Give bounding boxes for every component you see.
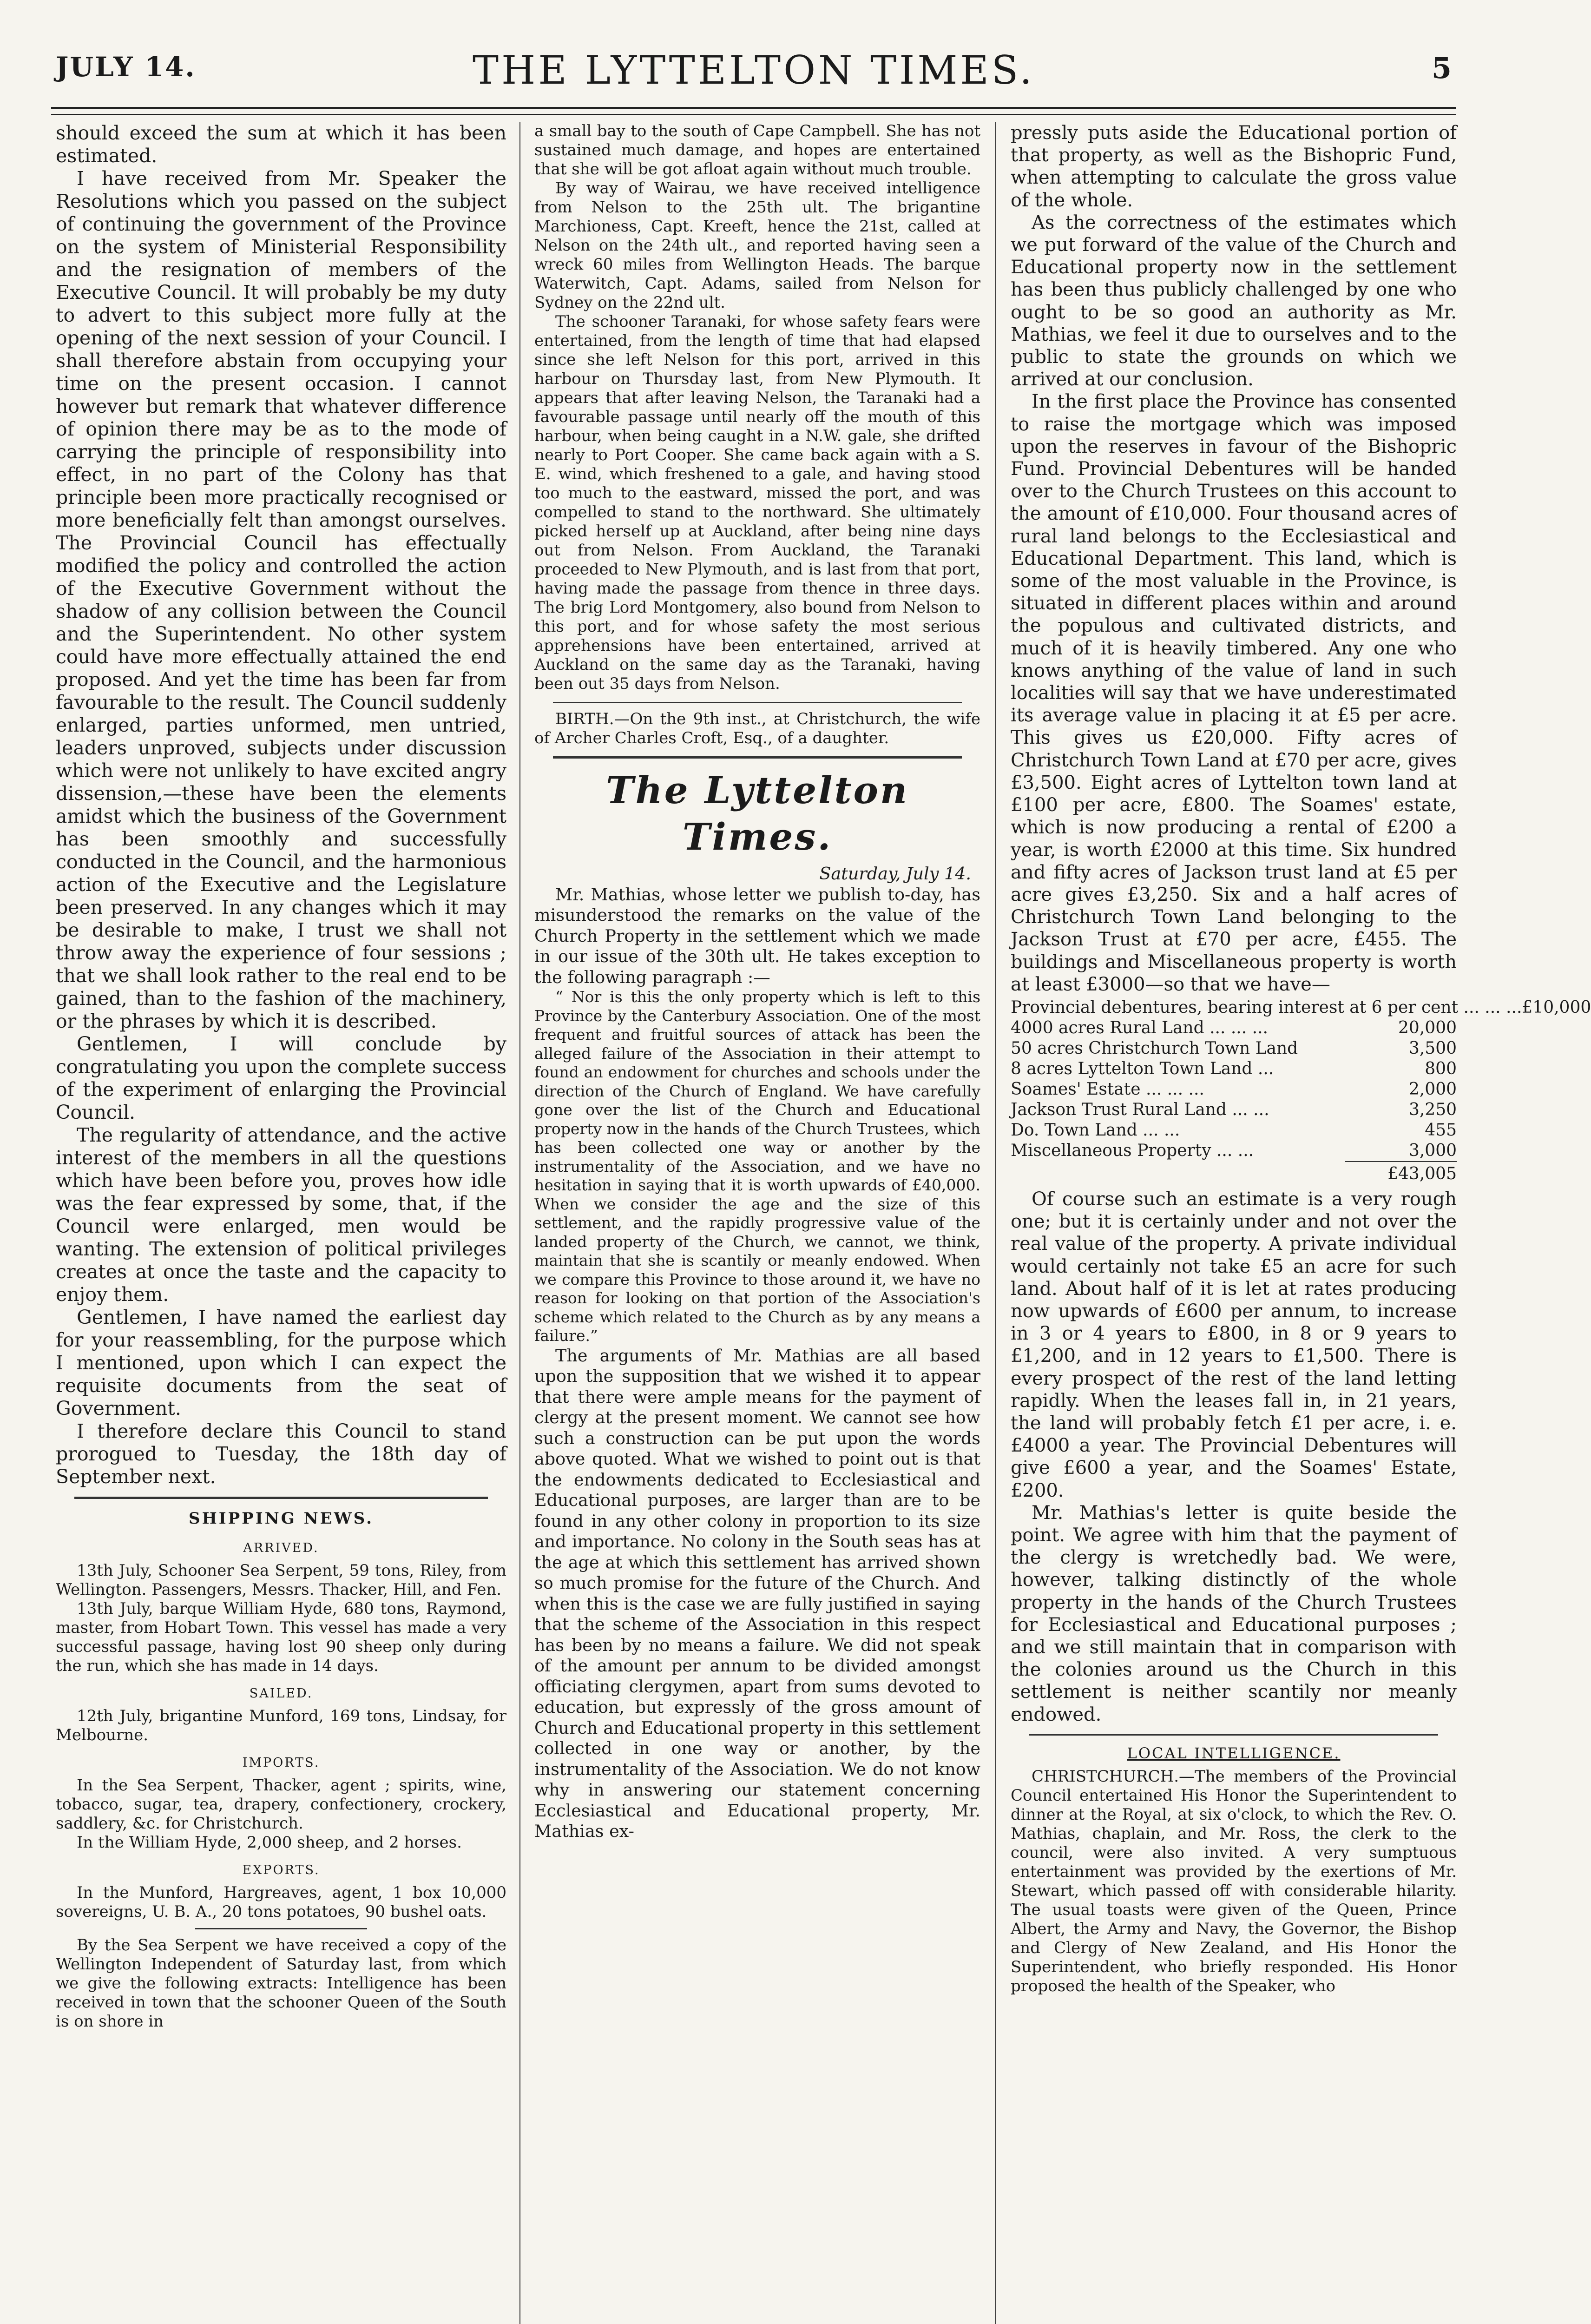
shipping-news-heading: SHIPPING NEWS. bbox=[189, 1509, 374, 1528]
table-row bbox=[1011, 1141, 1457, 1161]
paragraph: a small bay to the south of Cape Campbell. She has not sustained much damage, and hopes are entertained that she will be got afloat again without much trouble. bbox=[534, 122, 980, 178]
imports-heading: IMPORTS. bbox=[242, 1756, 320, 1770]
row-amount: 2,000 bbox=[1408, 1079, 1457, 1099]
table-row bbox=[1011, 1100, 1457, 1120]
row-label: Jackson Trust Rural Land ... ... bbox=[1011, 1100, 1269, 1119]
paragraph: CHRISTCHURCH.—The members of the Provincial Council entertained His Honor the Superintendent to dinner at the Royal, at six o'clock, to which the Rev. O. Mathias, chaplain, and Mr. Ross, the clerk to the council, were also invited. A very sumptuous entertainment was provided by the exertions of Mr. Stewart, which passed off with considerable hilarity. The usual toasts were given of the Queen, Prince Albert, the Army and Navy, the Governor, the Bishop and Clergy of New Zealand, and His Honor the Superintendent, who briefly responded. His Honor proposed the health of the Speaker, who bbox=[1011, 1767, 1457, 1995]
import-entry: In the Sea Serpent, Thacker, agent ; spirits, wine, tobacco, sugar, tea, drapery, confectionery, crockery, saddlery, &c. for Christchurch. bbox=[56, 1776, 506, 1833]
row-amount: 3,000 bbox=[1408, 1141, 1457, 1160]
column-3 bbox=[1011, 122, 1591, 2324]
paragraph: The regularity of attendance, and the active interest of the members in all the questions which have been before you, proves how idle was the fear expressed by some, that, if the Council were enlarged, men would be wanting. The extension of political privileges creates at once the taste and the capacity to enjoy them. bbox=[56, 1124, 506, 1306]
row-amount: £10,000 bbox=[1522, 997, 1591, 1017]
masthead-rule-thin bbox=[51, 114, 1456, 115]
exports-heading: EXPORTS. bbox=[242, 1863, 320, 1877]
masthead bbox=[51, 42, 1456, 112]
row-label: 8 acres Lyttelton Town Land ... bbox=[1011, 1059, 1274, 1078]
paragraph: Mr. Mathias's letter is quite beside the point. We agree with him that the payment of the clergy is wretchedly bad. We were, however, talking distinctly of the whole property in the hands of the Church Trustees for Ecclesiastical and Educational purposes ; and we still maintain that in comparison with the colonies around us the Church in this settlement is neither scantily nor meanly endowed. bbox=[1011, 1502, 1457, 1725]
paragraph: The arguments of Mr. Mathias are all based upon the supposition that we wished it to appear that there were ample means for the payment of clergy at the present moment. We cannot see how such a construction can be put upon the words above quoted. What we wished to point out is that the endowments dedicated to Ecclesiastical and Educational purposes, are larger than are to be found in any other colony in proportion to its size and importance. No colony in the South seas has at the age at which this settlement has arrived shown so much promise for the future of the Church. And when this is the case we are fully justified in saying that the scheme of the Association in this respect has been by no means a failure. We did not speak of the amount per annum to be divided amongst officiating clergymen, apart from sums devoted to education, but expressly of the gross amount of Church and Educational property in this settlement collected in one way or another, by the instrumentality of the Association. We do not know why in answering our statement concerning Ecclesiastical and Educational property, Mr. Mathias ex- bbox=[534, 1345, 980, 1841]
row-label: 50 acres Christchurch Town Land bbox=[1011, 1038, 1298, 1058]
table-row bbox=[1011, 1038, 1457, 1059]
sailing-entry: 12th July, brigantine Munford, 169 tons, Lindsay, for Melbourne. bbox=[56, 1707, 506, 1744]
paragraph: The schooner Taranaki, for whose safety fears were entertained, from the length of time that had elapsed since she left Nelson for this port, arrived in this harbour on Thursday last, from New Plymouth. It appears that after leaving Nelson, the Taranaki had a favourable passage until nearly off the mouth of this harbour, when being caught in a N.W. gale, she drifted nearly to Port Cooper. She came back again with a S. E. wind, which freshened to a gale, and having stood too much to the eastward, missed the port, and was compelled to stand to the northward. She ultimately picked herself up at Auckland, after being nine days out from Nelson. From Auckland, the Taranaki proceeded to New Plymouth, and is last from that port, having made the passage from thence in three days. The brig Lord Montgomery, also bound from Nelson to this port, and for whose safety the most serious apprehensions have been entertained, arrived at Auckland on the same day as the Taranaki, having been out 35 days from Nelson. bbox=[534, 312, 980, 693]
row-amount: 3,250 bbox=[1408, 1100, 1457, 1119]
arrival-entry: 13th July, Schooner Sea Serpent, 59 tons, Riley, from Wellington. Passengers, Messrs. Thacker, Hill, and Fen. bbox=[56, 1561, 506, 1599]
row-label: 4000 acres Rural Land ... ... ... bbox=[1011, 1018, 1268, 1037]
quoted-paragraph: “ Nor is this the only property which is left to this Province by the Canterbury Association. One of the most frequent and fruitful sources of attack has been the alleged failure of the Association in their attempt to found an endowment for churches and schools under the direction of the Church of England. We have carefully gone over the list of the Church and Educational property now in the hands of the Church Trustees, which has been collected one way or another by the instrumentality of the Association, and we have no hesitation in saying that it is worth upwards of £40,000. When we consider the age and the size of this settlement, and the rapidly progressive value of the landed property of the Church, we cannot, we think, maintain that she is scantily or meanly endowed. When we compare this Province to those around it, we have no reason for looking on that portion of the Association's scheme which related to the Church as by any means a failure.” bbox=[534, 988, 980, 1345]
table-row bbox=[1011, 1018, 1457, 1038]
row-amount: 455 bbox=[1425, 1120, 1457, 1140]
paragraph: I therefore declare this Council to stand prorogued to Tuesday, the 18th day of September next. bbox=[56, 1420, 506, 1488]
row-amount: 3,500 bbox=[1408, 1038, 1457, 1058]
section-rule bbox=[74, 1497, 488, 1499]
table-total: £43,005 bbox=[1345, 1161, 1457, 1184]
table-row bbox=[1011, 1079, 1457, 1100]
editorial-masthead: The Lyttelton Times. bbox=[606, 768, 909, 858]
row-label: Provincial debentures, bearing interest at 6 per cent ... ... ... bbox=[1011, 997, 1522, 1017]
paragraph: In the first place the Province has consented to raise the mortgage which was imposed upon the reserves in favour of the Bishopric Fund. Provincial Debentures will be handed over to the Church Trustees on this account to the amount of £10,000. Four thousand acres of rural land belongs to the Ecclesiastical and Educational Department. This land, which is some of the most valuable in the Province, is situated in different places within and around the populous and cultivated districts, and much of it is heavily timbered. Any one who knows anything of the value of land in such localities will say that we have underestimated its average value in placing it at £5 per acre. This gives us £20,000. Fifty acres of Christchurch Town Land at £70 per acre, gives £3,500. Eight acres of Lyttelton town land at £100 per acre, £800. The Soames' estate, which is now producing a rental of £200 a year, is worth £2000 at this time. Six hundred and fifty acres of Jackson trust land at £5 per acre gives £3,250. Six and a half acres of Christchurch Town Land belonging to the Jackson Trust at £70 per acre, £455. The buildings and Miscellaneous property is worth at least £3000—so that we have— bbox=[1011, 391, 1457, 995]
row-amount: 20,000 bbox=[1398, 1018, 1457, 1037]
short-rule bbox=[195, 1928, 367, 1929]
sailed-heading: SAILED. bbox=[249, 1686, 313, 1701]
paragraph: By way of Wairau, we have received intelligence from Nelson to the 25th ult. The brigantine Marchioness, Capt. Kreeft, hence the 21st, called at Nelson on the 24th ult., and reported having seen a wreck 60 miles from Wellington Heads. The barque Waterwitch, Capt. Adams, sailed from Nelson for Sydney on the 22nd ult. bbox=[534, 179, 980, 312]
newspaper-title: THE LYTTELTON TIMES. bbox=[473, 47, 1035, 93]
paragraph: Mr. Mathias, whose letter we publish to-day, has misunderstood the remarks on the value of the Church Property in the settlement which we made in our issue of the 30th ult. He takes exception to the following paragraph :— bbox=[534, 884, 980, 987]
paragraph: As the correctness of the estimates which we put forward of the value of the Church and Educational property now in the settlement has been thus publicly challenged by one who ought to be so good an authority as Mr. Mathias, we feel it due to ourselves and to the public to state the grounds on which we arrived at our conclusion. bbox=[1011, 211, 1457, 390]
paragraph: Of course such an estimate is a very rough one; but it is certainly under and not over the real value of the property. A private individual would certainly not take £5 an acre for such land. About half of it is let at rates producing now upwards of £600 per annum, to increase in 3 or 4 years to £800, in 8 or 9 years to £1,200, and in 12 years to £1,500. There is every prospect of the rest of the land letting rapidly. When the leases fall in, in 21 years, the land will probably fetch £1 per acre, i. e. £4000 a year. The Provincial Debentures will give £600 a year, and the Soames' Estate, £200. bbox=[1011, 1188, 1457, 1501]
table-row bbox=[1011, 1120, 1457, 1141]
paragraph: should exceed the sum at which it has been estimated. bbox=[56, 122, 506, 167]
issue-date: JULY 14. bbox=[56, 51, 196, 83]
local-intelligence-heading: LOCAL INTELLIGENCE. bbox=[1127, 1744, 1341, 1762]
paragraph: By the Sea Serpent we have received a copy of the Wellington Independent of Saturday last, from which we give the following extracts: Intelligence has been received in town that the schooner Queen of the South is on shore in bbox=[56, 1936, 506, 2031]
export-entry: In the Munford, Hargreaves, agent, 1 box 10,000 sovereigns, U. B. A., 20 tons potatoes, 90 bushel oats. bbox=[56, 1883, 506, 1921]
section-rule bbox=[553, 702, 962, 703]
row-amount: 800 bbox=[1425, 1059, 1457, 1078]
paragraph: Gentlemen, I have named the earliest day for your reassembling, for the purpose which I mentioned, upon which I can expect the requisite documents from the seat of Government. bbox=[56, 1306, 506, 1419]
table-row bbox=[1011, 997, 1591, 1018]
birth-notice: BIRTH.—On the 9th inst., at Christchurch, the wife of Archer Charles Croft, Esq., of a daughter. bbox=[534, 710, 980, 747]
page-number: 5 bbox=[1431, 51, 1452, 85]
column-1 bbox=[56, 122, 506, 2324]
section-rule bbox=[553, 756, 962, 759]
arrived-heading: ARRIVED. bbox=[243, 1541, 319, 1555]
column-2 bbox=[534, 122, 980, 2324]
table-row bbox=[1011, 1059, 1457, 1079]
column-divider bbox=[519, 122, 520, 2324]
row-label: Miscellaneous Property ... ... bbox=[1011, 1141, 1254, 1160]
masthead-rule bbox=[51, 107, 1456, 109]
paragraph: I have received from Mr. Speaker the Resolutions which you passed on the subject of continuing the government of the Province on the system of Ministerial Responsibility and the resignation of members of the Executive Council. It will probably be my duty to advert to this subject more fully at the opening of the next session of your Council. I shall therefore abstain from occupying your time on the present occasion. I cannot however but remark that whatever difference of opinion there may be as to the mode of carrying the principle of responsibility into effect, in no part of the Colony has that principle been more practically recognised or more beneficially felt than amongst ourselves. The Provincial Council has effectually modified the policy and controlled the action of the Executive Government without the shadow of any collision between the Council and the Superintendent. No other system could have more effectually attained the end proposed. And yet the time has been far from favourable to the result. The Council suddenly enlarged, parties unformed, men untried, leaders unproved, subjects under discussion which were not unlikely to have excited angry dissension,—these have been the elements amidst which the business of the Government has been smoothly and successfully conducted in the Council, and the harmonious action of the Executive and the Legislature been preserved. In any changes which it may be desirable to make, I trust we shall not throw away the experience of four sessions ; that we shall look rather to the real end to be gained, than to the fashion of the machinery, or the phrases by which it is described. bbox=[56, 167, 506, 1032]
column-divider bbox=[995, 122, 996, 2324]
property-value-table bbox=[1011, 997, 1591, 1184]
paragraph: pressly puts aside the Educational portion of that property, as well as the Bishopric Fund, when attempting to calculate the gross value of the whole. bbox=[1011, 122, 1457, 211]
editorial-dateline: Saturday, July 14. bbox=[819, 864, 971, 884]
paragraph: Gentlemen, I will conclude by congratulating you upon the complete success of the experiment of enlarging the Provincial Council. bbox=[56, 1033, 506, 1123]
import-entry: In the William Hyde, 2,000 sheep, and 2 horses. bbox=[77, 1833, 462, 1852]
row-label: Soames' Estate ... ... ... bbox=[1011, 1079, 1204, 1099]
arrival-entry: 13th July, barque William Hyde, 680 tons, Raymond, master, from Hobart Town. This vessel has made a very successful passage, having lost 90 sheep only during the run, which she has made in 14 days. bbox=[56, 1599, 506, 1675]
section-rule bbox=[1029, 1734, 1438, 1736]
row-label: Do. Town Land ... ... bbox=[1011, 1120, 1180, 1140]
